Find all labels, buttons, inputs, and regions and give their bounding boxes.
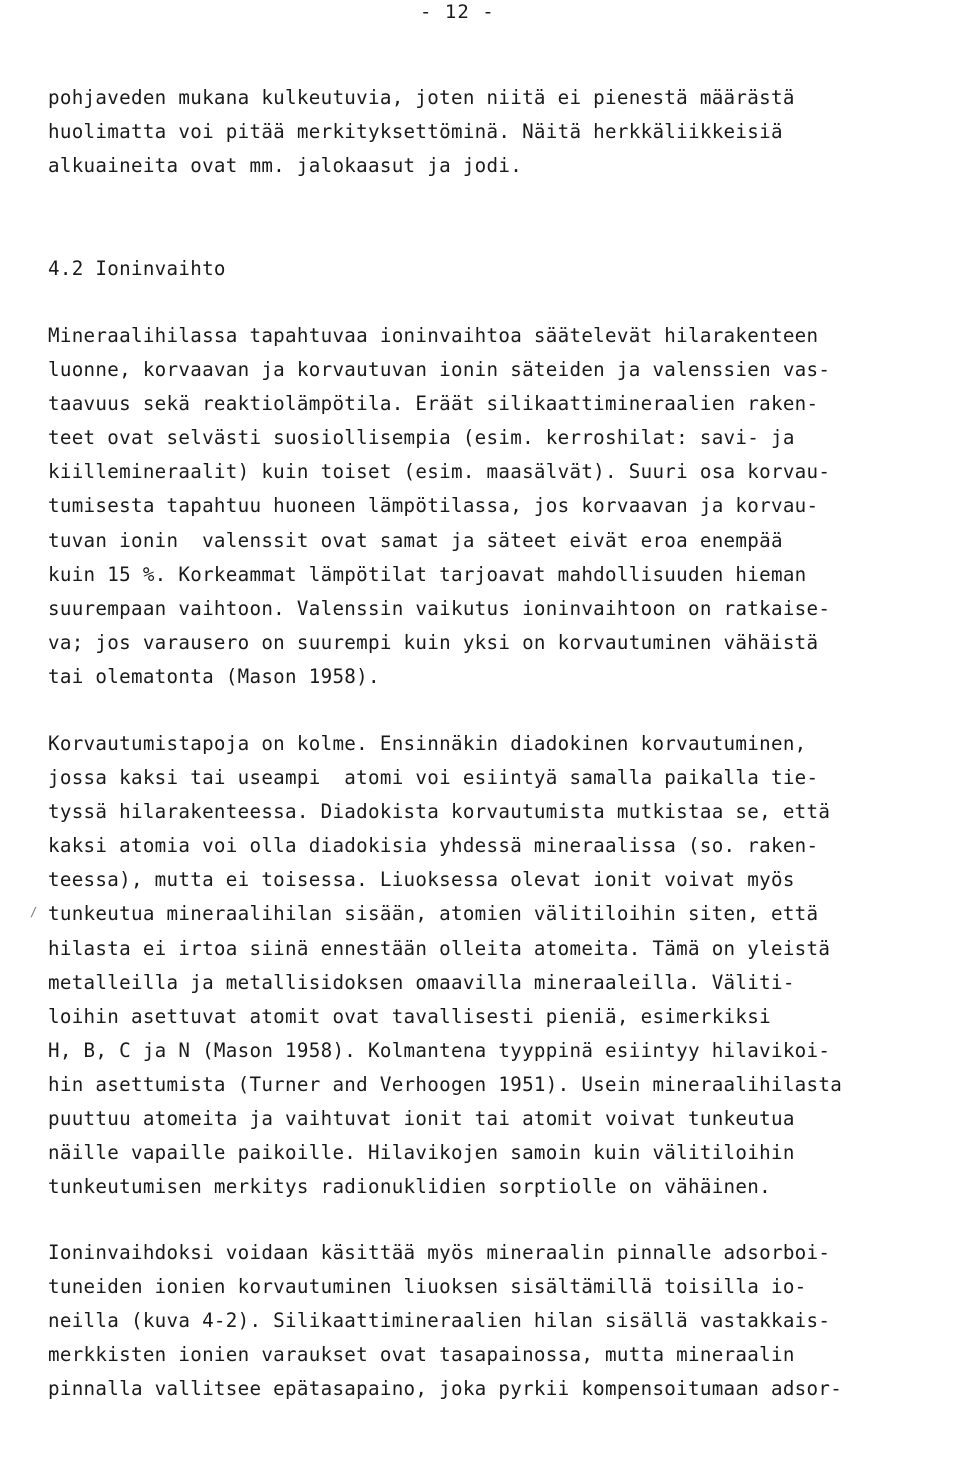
text-line: Mineraalihilassa tapahtuvaa ioninvaihtoa säätelevät hilarakenteen: [48, 324, 819, 347]
text-line: tuneiden ionien korvautuminen liuoksen sisältämillä toisilla io-: [48, 1275, 807, 1299]
text-line: tuvan ionin valenssit ovat samat ja säteet eivät eroa enempää: [48, 528, 783, 552]
text-line: tumisesta tapahtuu huoneen lämpötilassa, jos korvaavan ja korvau-: [48, 494, 819, 518]
text-line: huolimatta voi pitää merkityksettöminä. Näitä herkkäliikkeisiä: [48, 120, 783, 144]
text-line: alkuaineita ovat mm. jalokaasut ja jodi.: [48, 154, 523, 178]
text-line: kiillemineraalit) kuin toiset (esim. maasälvät). Suuri osa korvau-: [48, 460, 831, 484]
text-line: pohjaveden mukana kulkeutuvia, joten niitä ei pienestä määrästä: [48, 86, 795, 109]
text-line: jossa kaksi tai useampi atomi voi esiintyä samalla paikalla tie-: [48, 766, 819, 790]
text-line: teessa), mutta ei toisessa. Liuoksessa olevat ionit voivat myös: [48, 868, 795, 892]
text-line: tunkeutumisen merkitys radionuklidien sorptiolle on vähäinen.: [48, 1175, 771, 1199]
text-line: puuttuu atomeita ja vaihtuvat ionit tai atomit voivat tunkeutua: [48, 1107, 795, 1131]
text-line: Korvautumistapoja on kolme. Ensinnäkin diadokinen korvautuminen,: [48, 732, 807, 755]
text-line: metalleilla ja metallisidoksen omaavilla mineraaleilla. Väliti-: [48, 970, 795, 994]
text-line: tyssä hilarakenteessa. Diadokista korvautumista mutkistaa se, että: [48, 800, 831, 824]
paragraph-3: [48, 727, 958, 1204]
text-line: luonne, korvaavan ja korvautuvan ionin säteiden ja valenssien vas-: [48, 358, 831, 382]
section-heading: 4.2 Ioninvaihto: [48, 257, 226, 280]
text-line: tunkeutua mineraalihilan sisään, atomien välitiloihin siten, että: [48, 902, 819, 926]
paragraph-4: [48, 1236, 958, 1406]
text-line: tai olematonta (Mason 1958).: [48, 664, 380, 688]
text-line: taavuus sekä reaktiolämpötila. Eräät silikaattimineraalien raken-: [48, 392, 819, 416]
text-line: va; jos varausero on suurempi kuin yksi on korvautuminen vähäistä: [48, 630, 819, 654]
text-line: Ioninvaihdoksi voidaan käsittää myös mineraalin pinnalle adsorboi-: [48, 1241, 831, 1264]
text-line: hilasta ei irtoa siinä ennestään olleita atomeita. Tämä on yleistä: [48, 936, 831, 960]
text-line: kaksi atomia voi olla diadokisia yhdessä mineraalissa (so. raken-: [48, 834, 819, 858]
stray-pencil-mark: /: [30, 905, 38, 919]
text-line: H, B, C ja N (Mason 1958). Kolmantena tyyppinä esiintyy hilavikoi-: [48, 1038, 831, 1062]
text-line: merkkisten ionien varaukset ovat tasapainossa, mutta mineraalin: [48, 1343, 795, 1367]
text-line: loihin asettuvat atomit ovat tavallisesti pieniä, esimerkiksi: [48, 1004, 771, 1028]
text-line: neilla (kuva 4-2). Silikaattimineraalien hilan sisällä vastakkais-: [48, 1309, 831, 1333]
text-line: kuin 15 %. Korkeammat lämpötilat tarjoavat mahdollisuuden hieman: [48, 562, 807, 586]
text-line: teet ovat selvästi suosiollisempia (esim. kerroshilat: savi- ja: [48, 426, 795, 450]
paragraph-1: [48, 81, 958, 183]
paragraph-2: [48, 319, 958, 694]
text-line: hin asettumista (Turner and Verhoogen 1951). Usein mineraalihilasta: [48, 1072, 843, 1096]
text-line: pinnalla vallitsee epätasapaino, joka pyrkii kompensoitumaan adsor-: [48, 1377, 843, 1401]
page-number: - 12 -: [420, 1, 495, 23]
text-line: näille vapaille paikoille. Hilavikojen samoin kuin välitiloihin: [48, 1141, 795, 1165]
text-line: suurempaan vaihtoon. Valenssin vaikutus ioninvaihtoon on ratkaise-: [48, 596, 831, 620]
